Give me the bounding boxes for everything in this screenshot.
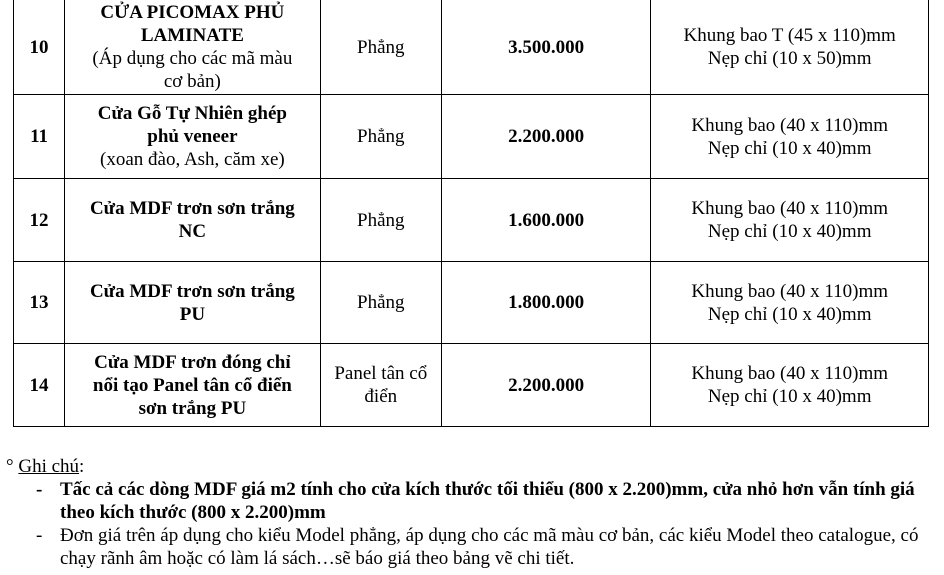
unit-price: 1.600.000	[441, 179, 650, 262]
model-style-line: điển	[364, 386, 398, 407]
product-name-line: nổi tạo Panel tân cổ điển	[92, 374, 292, 396]
product-name	[65, 262, 321, 344]
table-row	[14, 0, 929, 95]
product-name-line: NC	[178, 221, 207, 242]
product-note-line: (xoan đào, Ash, căm xe)	[100, 149, 285, 170]
notes-colon: :	[79, 456, 85, 477]
table-row	[14, 179, 929, 262]
frame-spec-line: Khung bao (40 x 110)mm	[691, 363, 889, 384]
frame-spec-line: Nẹp chỉ (10 x 50)mm	[707, 48, 872, 69]
frame-spec-line: Khung bao T (45 x 110)mm	[683, 25, 896, 46]
row-number: 13	[14, 262, 65, 344]
unit-price: 3.500.000	[441, 0, 650, 95]
row-number: 14	[14, 344, 65, 427]
product-name-line: Cửa Gỗ Tự Nhiên ghép	[97, 103, 288, 124]
frame-spec-line: Nẹp chỉ (10 x 40)mm	[707, 303, 872, 325]
product-note-line: cơ bản)	[163, 71, 221, 92]
notes-heading	[6, 455, 936, 478]
frame-spec	[651, 0, 929, 95]
notes-section	[6, 455, 936, 570]
row-number: 10	[14, 0, 65, 95]
model-style-line: Phẳng	[357, 209, 405, 231]
note-item	[6, 478, 936, 524]
frame-spec-line: Khung bao (40 x 110)mm	[691, 198, 889, 219]
model-style	[320, 95, 441, 179]
product-name-line: phủ veneer	[147, 126, 238, 147]
frame-spec	[651, 262, 929, 344]
frame-spec-line: Khung bao (40 x 110)mm	[691, 114, 889, 136]
frame-spec	[651, 344, 929, 427]
product-name-line: Cửa MDF trơn sơn trắng	[89, 280, 295, 302]
product-name	[65, 344, 321, 427]
product-name-line: sơn trắng PU	[138, 397, 247, 419]
model-style	[320, 262, 441, 344]
row-number: 11	[14, 95, 65, 179]
product-name	[65, 0, 321, 95]
frame-spec-line: Nẹp chỉ (10 x 40)mm	[707, 386, 872, 407]
table-row	[14, 95, 929, 179]
degree-bullet-icon: °	[6, 456, 14, 477]
product-name	[65, 179, 321, 262]
unit-price: 2.200.000	[441, 95, 650, 179]
model-style-line: Phẳng	[357, 36, 405, 58]
model-style-line: Phẳng	[357, 292, 405, 313]
unit-price: 2.200.000	[441, 344, 650, 427]
product-name	[65, 95, 321, 179]
note-text: Tấc cả các dòng MDF giá m2 tính cho cửa kích thước tối thiểu (800 x 2.200)mm, cửa nhỏ hơn vẫn tính giá theo kích thước (800 x 2.200)mm	[60, 479, 915, 523]
product-name-line: CỬA PICOMAX PHỦ	[100, 2, 285, 23]
frame-spec	[651, 95, 929, 179]
note-item	[6, 524, 936, 570]
price-table	[13, 0, 929, 427]
model-style	[320, 344, 441, 427]
product-note-line: (Áp dụng cho các mã màu	[92, 48, 293, 69]
row-number: 12	[14, 179, 65, 262]
table-row	[14, 344, 929, 427]
frame-spec-line: Nẹp chỉ (10 x 40)mm	[707, 221, 872, 242]
product-name-line: PU	[179, 303, 206, 325]
model-style-line: Phẳng	[357, 126, 405, 147]
frame-spec-line: Khung bao (40 x 110)mm	[691, 280, 889, 302]
product-name-line: Cửa MDF trơn đóng chỉ	[94, 351, 291, 373]
dash-bullet-icon: -	[36, 525, 43, 546]
model-style	[320, 179, 441, 262]
notes-list	[6, 478, 936, 570]
note-text: Đơn giá trên áp dụng cho kiểu Model phẳng, áp dụng cho các mã màu cơ bản, các kiểu Model theo catalogue, có chạy rãnh âm hoặc có làm lá sách…sẽ báo giá theo bảng vẽ chi tiết.	[60, 525, 919, 569]
product-name-line: LAMINATE	[140, 25, 244, 46]
table-row	[14, 262, 929, 344]
notes-title: Ghi chú	[18, 456, 80, 477]
model-style	[320, 0, 441, 95]
frame-spec	[651, 179, 929, 262]
model-style-line: Panel tân cổ	[334, 363, 428, 384]
unit-price: 1.800.000	[441, 262, 650, 344]
product-name-line: Cửa MDF trơn sơn trắng	[89, 198, 295, 219]
frame-spec-line: Nẹp chỉ (10 x 40)mm	[707, 137, 872, 159]
dash-bullet-icon: -	[36, 479, 43, 500]
